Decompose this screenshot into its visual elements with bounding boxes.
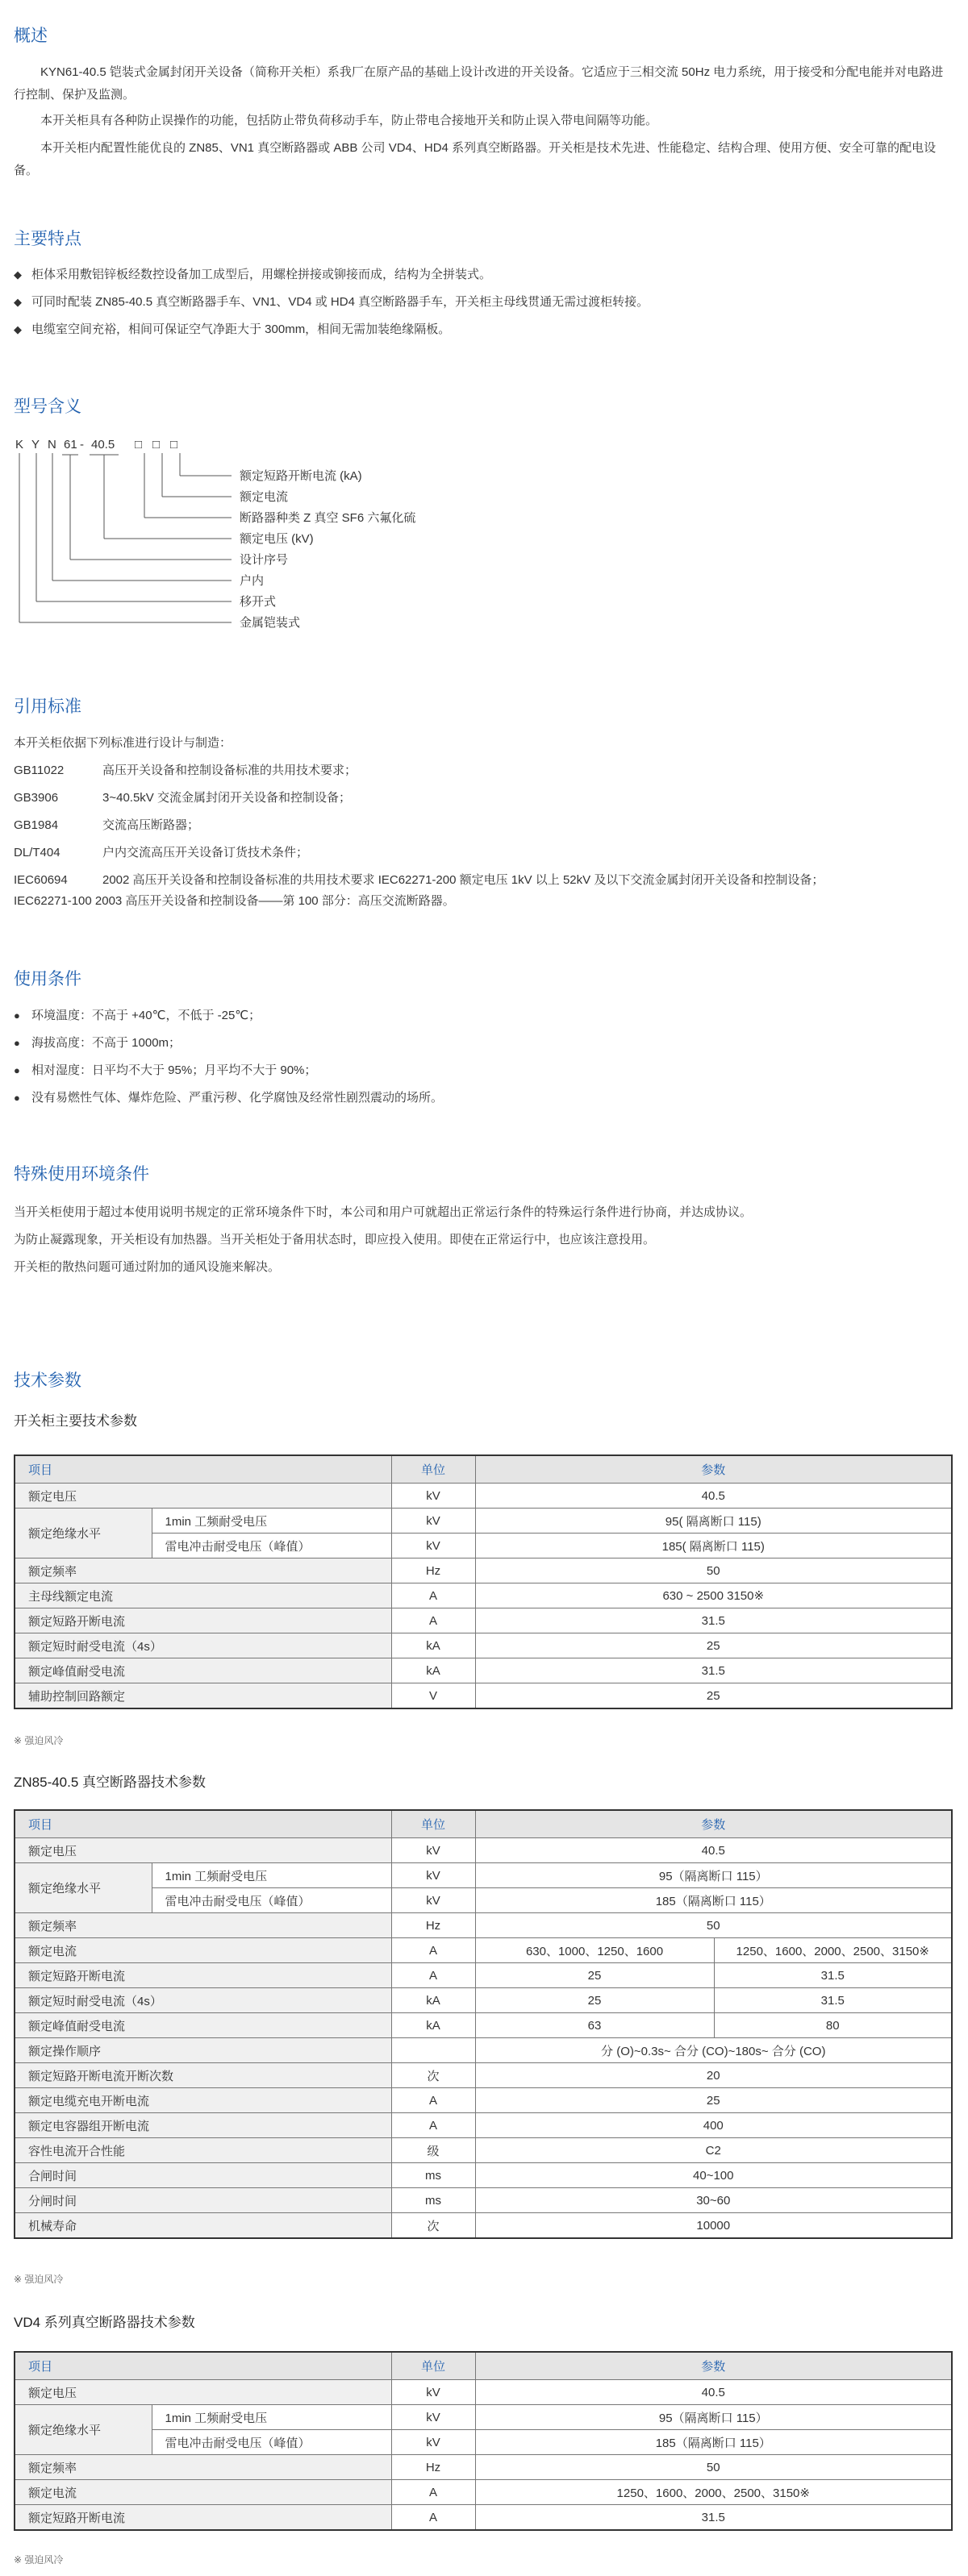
table-cell: Hz bbox=[391, 1559, 475, 1583]
condition-item: ● 相对湿度：日平均不大于 95%；月平均不大于 90%； bbox=[14, 1063, 317, 1077]
table-cell: 40.5 bbox=[475, 2380, 952, 2405]
table-cell: 雷电冲击耐受电压（峰值） bbox=[152, 2430, 391, 2455]
table-cell: Hz bbox=[391, 2455, 475, 2480]
table-row bbox=[15, 1888, 952, 1913]
table-cell: 31.5 bbox=[714, 1988, 952, 2013]
table-row bbox=[15, 2038, 952, 2063]
table-cell: 31.5 bbox=[475, 1658, 952, 1683]
model-label: 断路器种类 Z 真空 SF6 六氟化硫 bbox=[240, 511, 416, 525]
table-cell: kV bbox=[391, 1484, 475, 1509]
table-cell: C2 bbox=[475, 2138, 952, 2163]
table-row bbox=[15, 2138, 952, 2163]
table-cell: A bbox=[391, 2088, 475, 2113]
table-row bbox=[15, 1863, 952, 1888]
table-row bbox=[15, 2163, 952, 2188]
feature-item: ◆ 柜体采用敷铝锌板经数控设备加工成型后，用螺栓拼接或铆接而成，结构为全拼装式。 bbox=[14, 268, 492, 281]
dot-bullet-icon: ● bbox=[14, 1092, 20, 1104]
table-cell: 400 bbox=[475, 2113, 952, 2138]
table-cell: 25 bbox=[475, 1633, 952, 1658]
table-cell: 50 bbox=[475, 1559, 952, 1583]
table-cell: kV bbox=[391, 2430, 475, 2455]
model-code-diagram bbox=[14, 435, 465, 653]
conditions-title: 使用条件 bbox=[14, 970, 81, 988]
table-cell: 1min 工频耐受电压 bbox=[152, 1509, 391, 1534]
table-cell: kA bbox=[391, 1658, 475, 1683]
code-char: □ bbox=[152, 438, 161, 452]
table-cell: 额定绝缘水平 bbox=[15, 1509, 152, 1559]
table-cell: 机械寿命 bbox=[15, 2213, 391, 2239]
table-cell: 额定频率 bbox=[15, 1559, 391, 1583]
model-label: 金属铠装式 bbox=[240, 616, 301, 630]
table-cell: 25 bbox=[475, 1988, 714, 2013]
code-char: 40.5 bbox=[91, 438, 115, 452]
switchgear-spec-table bbox=[14, 1454, 953, 1709]
table-cell: kV bbox=[391, 1509, 475, 1534]
table-cell: kV bbox=[391, 1888, 475, 1913]
table-row bbox=[15, 1608, 952, 1633]
table-row bbox=[15, 1534, 952, 1559]
table-cell: 辅助控制回路额定 bbox=[15, 1683, 391, 1709]
table-cell: 630、1000、1250、1600 bbox=[475, 1938, 714, 1963]
code-char: N bbox=[48, 438, 56, 452]
table1-note: ※ 强迫风冷 bbox=[14, 1735, 64, 1746]
table-row bbox=[15, 1988, 952, 2013]
table-cell: kV bbox=[391, 2380, 475, 2405]
table-cell: 分 (O)~0.3s~ 合分 (CO)~180s~ 合分 (CO) bbox=[475, 2038, 952, 2063]
table-cell: 额定短路开断电流开断次数 bbox=[15, 2063, 391, 2088]
table-cell: 1250、1600、2000、2500、3150※ bbox=[475, 2480, 952, 2505]
table-cell: 185（隔离断口 115） bbox=[475, 1888, 952, 1913]
table-header-row bbox=[15, 1455, 952, 1484]
code-char: - bbox=[80, 438, 84, 452]
zn85-spec-table bbox=[14, 1809, 953, 2239]
table-row bbox=[15, 1583, 952, 1608]
table-cell: 次 bbox=[391, 2063, 475, 2088]
table-cell: 40.5 bbox=[475, 1838, 952, 1863]
table3-note: ※ 强迫风冷 bbox=[14, 2554, 64, 2566]
table-cell: 1250、1600、2000、2500、3150※ bbox=[714, 1938, 952, 1963]
dot-bullet-icon: ● bbox=[14, 1009, 20, 1022]
overview-paragraph-2: 本开关柜具有各种防止误操作的功能，包括防止带负荷移动手车，防止带电合接地开关和防止误入带电间隔等功能。 bbox=[40, 114, 658, 127]
model-title: 型号含义 bbox=[14, 397, 81, 416]
table-cell: 30~60 bbox=[475, 2188, 952, 2213]
table-cell: 1min 工频耐受电压 bbox=[152, 1863, 391, 1888]
table-cell: 额定电缆充电开断电流 bbox=[15, 2088, 391, 2113]
table-cell: 单位 bbox=[391, 2352, 475, 2380]
table-header-row bbox=[15, 2352, 952, 2380]
table2-note: ※ 强迫风冷 bbox=[14, 2274, 64, 2285]
condition-item: ● 海拔高度：不高于 1000m； bbox=[14, 1036, 182, 1050]
table-cell: 20 bbox=[475, 2063, 952, 2088]
table-cell: 参数 bbox=[475, 1455, 952, 1484]
table-row bbox=[15, 1509, 952, 1534]
feature-item: ◆ 可同时配装 ZN85-40.5 真空断路器手车、VN1、VD4 或 HD4 真空断路器手车，开关柜主母线贯通无需过渡柜转接。 bbox=[14, 295, 649, 309]
table-cell: 25 bbox=[475, 2088, 952, 2113]
table-cell: 分闸时间 bbox=[15, 2188, 391, 2213]
table-cell: 参数 bbox=[475, 2352, 952, 2380]
table-cell: 额定频率 bbox=[15, 2455, 391, 2480]
table-cell: 63 bbox=[475, 2013, 714, 2038]
table-cell: 额定短时耐受电流（4s） bbox=[15, 1988, 391, 2013]
standards-title: 引用标准 bbox=[14, 697, 81, 716]
table-cell: 项目 bbox=[15, 2352, 391, 2380]
table-cell: 次 bbox=[391, 2213, 475, 2239]
table-cell: 25 bbox=[475, 1963, 714, 1988]
table-row bbox=[15, 1913, 952, 1938]
table-header-row bbox=[15, 1810, 952, 1838]
dot-bullet-icon: ● bbox=[14, 1064, 20, 1076]
table-cell: 95（隔离断口 115） bbox=[475, 2405, 952, 2430]
table-row bbox=[15, 1559, 952, 1583]
table-cell: 25 bbox=[475, 1683, 952, 1709]
standard-item: GB3906 3~40.5kV 交流金属封闭开关设备和控制设备； bbox=[14, 791, 351, 805]
model-label: 设计序号 bbox=[240, 553, 289, 567]
table-cell: 额定绝缘水平 bbox=[15, 2405, 152, 2455]
model-label: 移开式 bbox=[240, 595, 277, 609]
special-line: 开关柜的散热问题可通过附加的通风设施来解决。 bbox=[14, 1260, 281, 1274]
table-cell: V bbox=[391, 1683, 475, 1709]
diamond-bullet-icon: ◆ bbox=[14, 268, 22, 281]
table-row bbox=[15, 2063, 952, 2088]
tech-title: 技术参数 bbox=[14, 1371, 81, 1390]
table-cell: kA bbox=[391, 1988, 475, 2013]
table-cell: kA bbox=[391, 1633, 475, 1658]
table-cell: 额定短路开断电流 bbox=[15, 1963, 391, 1988]
table-cell: 40.5 bbox=[475, 1484, 952, 1509]
table-cell: 参数 bbox=[475, 1810, 952, 1838]
table-cell: kV bbox=[391, 2405, 475, 2430]
table-cell: 额定电流 bbox=[15, 1938, 391, 1963]
table3-title: VD4 系列真空断路器技术参数 bbox=[14, 2315, 195, 2330]
dot-bullet-icon: ● bbox=[14, 1037, 20, 1049]
table-cell: A bbox=[391, 2505, 475, 2531]
table-cell: A bbox=[391, 1608, 475, 1633]
table-cell: 级 bbox=[391, 2138, 475, 2163]
table-row bbox=[15, 1963, 952, 1988]
table-row bbox=[15, 2455, 952, 2480]
table-cell: 额定电流 bbox=[15, 2480, 391, 2505]
table-row bbox=[15, 1938, 952, 1963]
table-cell: 50 bbox=[475, 1913, 952, 1938]
table-cell: 额定短时耐受电流（4s） bbox=[15, 1633, 391, 1658]
table-cell: 31.5 bbox=[475, 1608, 952, 1633]
standard-item: GB11022 高压开关设备和控制设备标准的共用技术要求； bbox=[14, 764, 357, 777]
table-cell: 额定绝缘水平 bbox=[15, 1863, 152, 1913]
code-char: K bbox=[15, 438, 24, 452]
model-label: 额定电流 bbox=[240, 490, 289, 504]
table-cell: 额定电压 bbox=[15, 1484, 391, 1509]
table-row bbox=[15, 2088, 952, 2113]
model-label: 户内 bbox=[240, 574, 265, 588]
standard-item: DL/T404 户内交流高压开关设备订货技术条件； bbox=[14, 846, 309, 859]
table-cell: 雷电冲击耐受电压（峰值） bbox=[152, 1534, 391, 1559]
model-label: 额定短路开断电流 (kA) bbox=[240, 469, 362, 483]
standard-item: GB1984 交流高压断路器； bbox=[14, 818, 200, 832]
table-cell: Hz bbox=[391, 1913, 475, 1938]
table-cell: 80 bbox=[714, 2013, 952, 2038]
table-row bbox=[15, 1838, 952, 1863]
table-cell: A bbox=[391, 2113, 475, 2138]
table-cell: 185（隔离断口 115） bbox=[475, 2430, 952, 2455]
table1-title: 开关柜主要技术参数 bbox=[14, 1413, 137, 1429]
table-cell: 额定电压 bbox=[15, 1838, 391, 1863]
code-char: Y bbox=[31, 438, 40, 452]
table-row bbox=[15, 2405, 952, 2430]
table-cell: kA bbox=[391, 2013, 475, 2038]
table-cell: 40~100 bbox=[475, 2163, 952, 2188]
overview-paragraph-1: KYN61-40.5 铠装式金属封闭开关设备（简称开关柜）系我厂在原产品的基础上设计改进的开关设备。它适应于三相交流 50Hz 电力系统，用于接受和分配电能并对电路进行控制、保护及监测。 bbox=[14, 65, 944, 102]
table-cell: 额定操作顺序 bbox=[15, 2038, 391, 2063]
table-cell: 185( 隔离断口 115) bbox=[475, 1534, 952, 1559]
table-row bbox=[15, 1683, 952, 1709]
condition-item: ● 环境温度：不高于 +40℃，不低于 -25℃； bbox=[14, 1009, 261, 1022]
code-char: □ bbox=[135, 438, 143, 452]
table-cell: 额定电容器组开断电流 bbox=[15, 2113, 391, 2138]
table-cell: 630 ~ 2500 3150※ bbox=[475, 1583, 952, 1608]
table-cell: 额定短路开断电流 bbox=[15, 2505, 391, 2531]
table-cell: A bbox=[391, 2480, 475, 2505]
code-char: □ bbox=[170, 438, 178, 452]
table-row bbox=[15, 1633, 952, 1658]
table-cell: A bbox=[391, 1938, 475, 1963]
special-title: 特殊使用环境条件 bbox=[14, 1165, 149, 1184]
model-label: 额定电压 (kV) bbox=[240, 532, 314, 546]
table-row bbox=[15, 2213, 952, 2239]
condition-item: ● 没有易燃性气体、爆炸危险、严重污秽、化学腐蚀及经常性剧烈震动的场所。 bbox=[14, 1091, 444, 1105]
overview-paragraph-3: 本开关柜内配置性能优良的 ZN85、VN1 真空断路器或 ABB 公司 VD4、HD4 系列真空断路器。开关柜是技术先进、性能稳定、结构合理、使用方便、安全可靠的配电设备。 bbox=[14, 141, 937, 177]
special-line: 为防止凝露现象，开关柜设有加热器。当开关柜处于备用状态时，即应投入使用。即使在正常运行中，也应该注意投用。 bbox=[14, 1233, 656, 1246]
diamond-bullet-icon: ◆ bbox=[14, 323, 22, 335]
table-cell: 10000 bbox=[475, 2213, 952, 2239]
table-row bbox=[15, 2013, 952, 2038]
table-row bbox=[15, 2188, 952, 2213]
code-char: 61 bbox=[64, 438, 77, 452]
features-title: 主要特点 bbox=[14, 230, 81, 248]
table-cell: 主母线额定电流 bbox=[15, 1583, 391, 1608]
table-row bbox=[15, 2480, 952, 2505]
table-cell: 额定短路开断电流 bbox=[15, 1608, 391, 1633]
table-cell: A bbox=[391, 1583, 475, 1608]
table-cell: A bbox=[391, 1963, 475, 1988]
table-cell: 额定峰值耐受电流 bbox=[15, 1658, 391, 1683]
table-cell: 95（隔离断口 115） bbox=[475, 1863, 952, 1888]
table-cell: kV bbox=[391, 1534, 475, 1559]
table-cell: 单位 bbox=[391, 1810, 475, 1838]
table-row bbox=[15, 2430, 952, 2455]
standard-last-line: IEC62271-100 2003 高压开关设备和控制设备——第 100 部分：高压交流断路器。 bbox=[14, 894, 455, 908]
table-cell: ms bbox=[391, 2163, 475, 2188]
table-cell: 项目 bbox=[15, 1455, 391, 1484]
table-cell: 额定峰值耐受电流 bbox=[15, 2013, 391, 2038]
table2-title: ZN85-40.5 真空断路器技术参数 bbox=[14, 1775, 207, 1790]
table-cell: 1min 工频耐受电压 bbox=[152, 2405, 391, 2430]
standards-intro: 本开关柜依据下列标准进行设计与制造： bbox=[14, 736, 232, 750]
table-cell: 50 bbox=[475, 2455, 952, 2480]
table-cell bbox=[391, 2038, 475, 2063]
standard-item: IEC60694 2002 高压开关设备和控制设备标准的共用技术要求 IEC62271-200 额定电压 1kV 以上 52kV 及以下交流金属封闭开关设备和控制设备； bbox=[14, 873, 824, 887]
table-cell: 项目 bbox=[15, 1810, 391, 1838]
table-cell: 单位 bbox=[391, 1455, 475, 1484]
vd4-spec-table bbox=[14, 2351, 953, 2531]
table-cell: 合闸时间 bbox=[15, 2163, 391, 2188]
overview-title: 概述 bbox=[14, 27, 48, 45]
table-cell: 31.5 bbox=[714, 1963, 952, 1988]
table-row bbox=[15, 2113, 952, 2138]
table-cell: 雷电冲击耐受电压（峰值） bbox=[152, 1888, 391, 1913]
table-cell: 容性电流开合性能 bbox=[15, 2138, 391, 2163]
table-cell: 额定电压 bbox=[15, 2380, 391, 2405]
table-cell: kV bbox=[391, 1838, 475, 1863]
table-cell: kV bbox=[391, 1863, 475, 1888]
table-row bbox=[15, 2505, 952, 2531]
table-cell: 95( 隔离断口 115) bbox=[475, 1509, 952, 1534]
table-cell: 额定频率 bbox=[15, 1913, 391, 1938]
table-cell: ms bbox=[391, 2188, 475, 2213]
diamond-bullet-icon: ◆ bbox=[14, 296, 22, 308]
special-line: 当开关柜使用于超过本使用说明书规定的正常环境条件下时，本公司和用户可就超出正常运行条件的特殊运行条件进行协商，并达成协议。 bbox=[14, 1205, 753, 1219]
table-row bbox=[15, 2380, 952, 2405]
table-cell: 31.5 bbox=[475, 2505, 952, 2531]
table-row bbox=[15, 1658, 952, 1683]
table-row bbox=[15, 1484, 952, 1509]
feature-item: ◆ 电缆室空间充裕，相间可保证空气净距大于 300mm，相间无需加装绝缘隔板。 bbox=[14, 323, 451, 336]
